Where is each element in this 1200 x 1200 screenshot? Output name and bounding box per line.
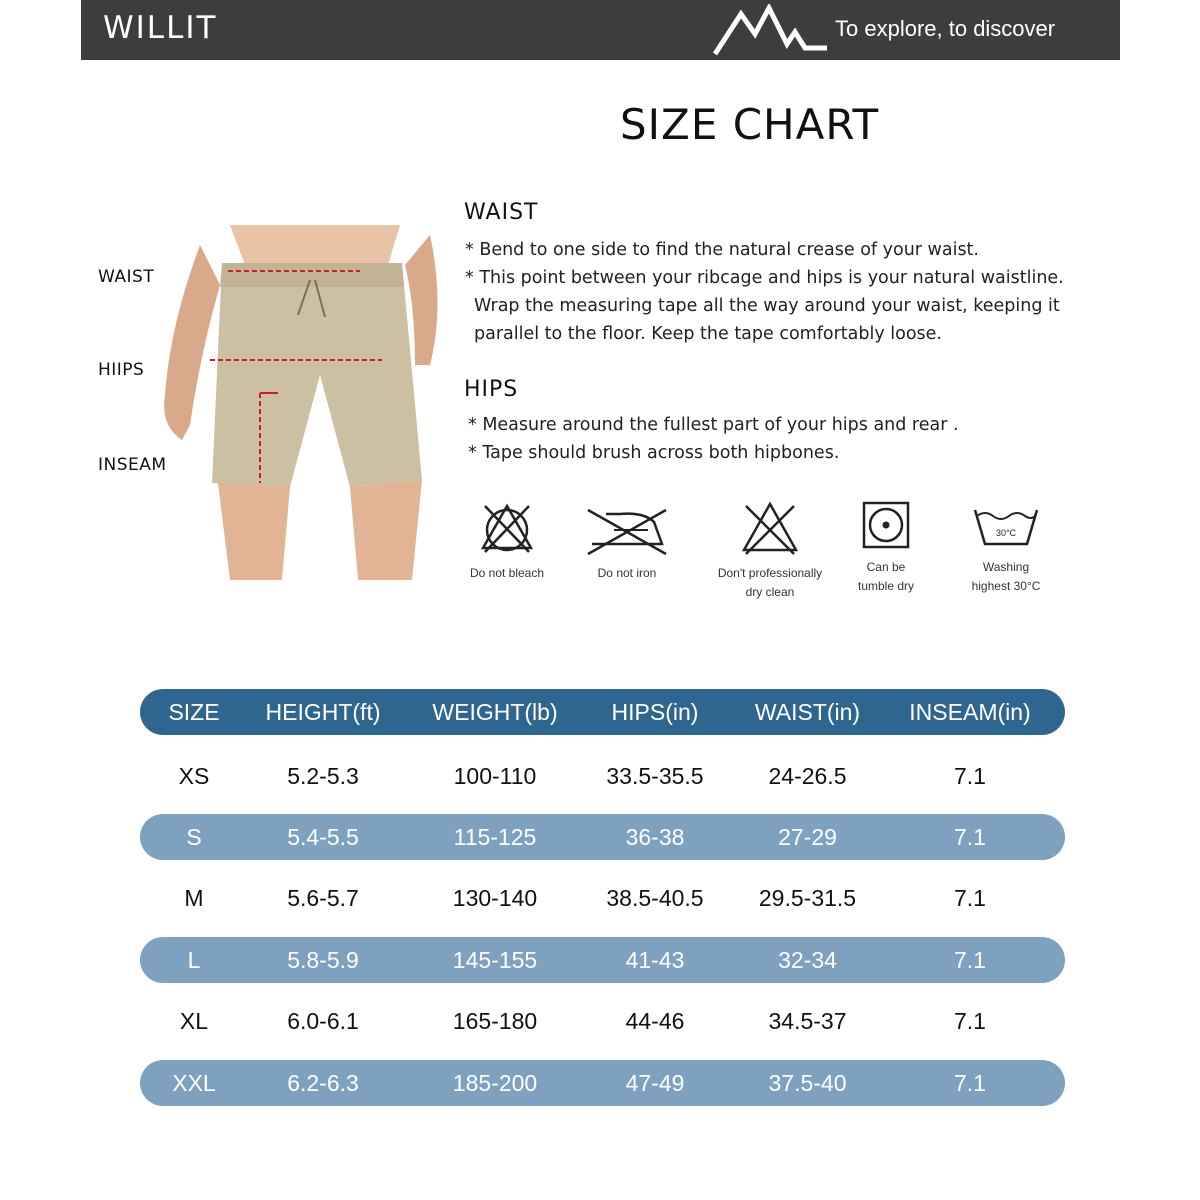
table-cell: 165-180 <box>452 1008 538 1034</box>
table-cell: 7.1 <box>954 947 986 973</box>
care-item-no-bleach <box>447 500 567 583</box>
care-label: Do not iron <box>597 566 657 580</box>
table-cell: 29.5-31.5 <box>758 885 857 911</box>
hips-line-1: * Measure around the fullest part of your hips and rear . <box>468 415 959 435</box>
column-header: WEIGHT(lb) <box>432 699 558 725</box>
table-cell: 36-38 <box>625 824 685 850</box>
table-cell: 6.0-6.1 <box>287 1008 359 1034</box>
header-bar <box>81 0 1120 60</box>
slogan: To explore, to discover <box>835 16 1056 41</box>
table-cell: XL <box>179 1008 209 1034</box>
size-table-header <box>140 689 1065 735</box>
table-cell: 115-125 <box>453 824 537 850</box>
table-cell: 5.4-5.5 <box>287 824 359 850</box>
mountain-icon <box>711 4 831 56</box>
table-cell: 5.8-5.9 <box>287 947 359 973</box>
table-row <box>140 875 1065 921</box>
table-cell: 33.5-35.5 <box>606 763 704 789</box>
table-cell: 24-26.5 <box>768 763 847 789</box>
no-dry-clean-icon <box>740 500 800 556</box>
table-cell: 7.1 <box>954 1070 986 1096</box>
table-cell: 34.5-37 <box>768 1008 847 1034</box>
table-cell: XS <box>178 763 210 789</box>
table-cell: 44-46 <box>625 1008 685 1034</box>
table-cell: 47-49 <box>625 1070 685 1096</box>
column-header: WAIST(in) <box>754 699 861 725</box>
no-bleach-icon <box>479 500 535 556</box>
table-cell: 7.1 <box>954 824 986 850</box>
figure-label-inseam: INSEAM <box>98 455 167 475</box>
column-header: HEIGHT(ft) <box>265 699 381 725</box>
table-cell: 100-110 <box>453 763 537 789</box>
table-cell: 32-34 <box>778 947 837 973</box>
table-cell: 6.2-6.3 <box>287 1070 359 1096</box>
shorts-model-illustration <box>160 225 445 580</box>
table-cell: 5.6-5.7 <box>287 885 359 911</box>
hips-line-2: * Tape should brush across both hipbones. <box>468 443 840 463</box>
column-header: SIZE <box>168 699 220 725</box>
care-label: Do not bleach <box>469 566 545 580</box>
table-row <box>140 1060 1065 1106</box>
waist-heading: WAIST <box>464 200 539 225</box>
wash-30-icon <box>971 500 1041 550</box>
table-cell: 37.5-40 <box>768 1070 847 1096</box>
table-cell: 5.2-5.3 <box>287 763 359 789</box>
no-iron-icon <box>584 500 670 556</box>
waist-line-1: * Bend to one side to find the natural crease of your waist. <box>465 240 979 260</box>
table-cell: 7.1 <box>954 1008 986 1034</box>
page-title: SIZE CHART <box>620 100 880 149</box>
table-cell: 130-140 <box>452 885 538 911</box>
tumble-dry-icon <box>861 500 911 550</box>
brand-logo: WILLIT <box>103 10 218 46</box>
table-row <box>140 998 1065 1044</box>
waist-line-4: parallel to the floor. Keep the tape comfortably loose. <box>474 324 942 344</box>
table-cell: 41-43 <box>625 947 685 973</box>
figure-label-waist: WAIST <box>98 267 155 287</box>
waist-line-3: Wrap the measuring tape all the way around your waist, keeping it <box>474 296 1060 316</box>
table-cell: 185-200 <box>452 1070 538 1096</box>
table-cell: L <box>187 947 201 973</box>
table-cell: 7.1 <box>954 763 986 789</box>
table-cell: 145-155 <box>452 947 538 973</box>
wash-temp: 30°C <box>995 528 1017 538</box>
care-item-no-iron <box>567 500 687 583</box>
waist-line-2: * This point between your ribcage and hips is your natural waistline. <box>465 268 1064 288</box>
column-header: INSEAM(in) <box>909 699 1031 725</box>
column-header: HIPS(in) <box>611 699 699 725</box>
table-row <box>140 753 1065 799</box>
care-item-no-dry-clean <box>710 500 830 602</box>
care-label: Can be tumble dry <box>857 560 915 593</box>
hips-heading: HIPS <box>464 377 519 402</box>
table-cell: 27-29 <box>778 824 837 850</box>
care-item-wash-30 <box>946 500 1066 596</box>
table-cell: S <box>186 824 202 850</box>
table-cell: XXL <box>172 1070 216 1096</box>
table-row <box>140 937 1065 983</box>
care-item-tumble-dry <box>826 500 946 596</box>
table-cell: 38.5-40.5 <box>606 885 704 911</box>
table-cell: M <box>184 885 204 911</box>
care-label: Don't professionally dry clean <box>717 566 823 599</box>
table-row <box>140 814 1065 860</box>
figure-label-hips: HIIPS <box>98 360 145 380</box>
care-label: Washing highest 30°C <box>971 560 1041 593</box>
table-cell: 7.1 <box>954 885 986 911</box>
